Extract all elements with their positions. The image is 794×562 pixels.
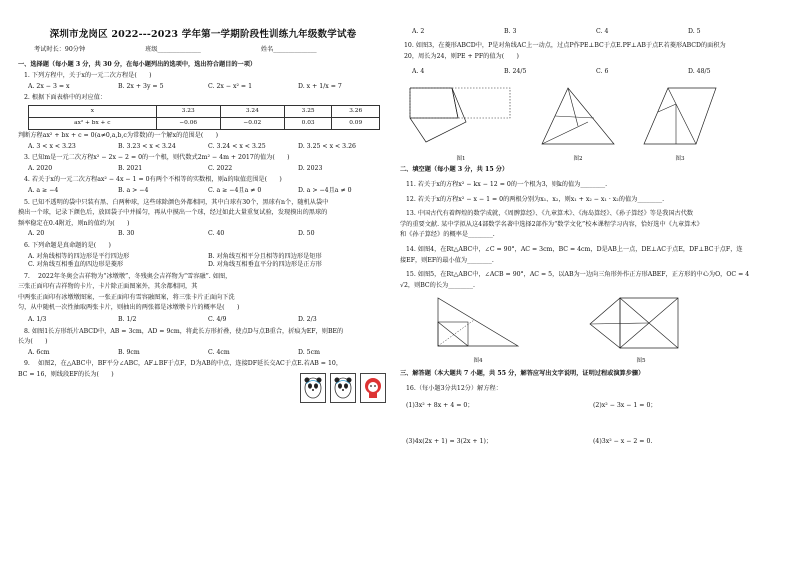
q14-line: 接EF，则EF的最小值为________. <box>400 256 494 264</box>
q9-line: BC = 16，则线段EF的长为( ) <box>18 371 114 379</box>
q7-line: 三张正面印有吉祥物的卡片，卡片除正面图案外，其余都相同，其 <box>18 283 198 291</box>
q10-line: 20，周长为24，则PE + PF的值为( ) <box>404 53 519 61</box>
q4-options <box>18 187 388 196</box>
q13-line: 学的重要文献. 某中学拟从这4部数学名著中选择2部作为“数学文化”校本课程学习内容，恰好选中《九章算术》 <box>400 220 703 228</box>
q2-tail: 判断方程ax² + bx + c = 0(a≠0,a,b,c为常数)的一个解x的范围是( ) <box>18 131 219 139</box>
q8-option-a[interactable]: A. 6cm <box>28 348 50 356</box>
figure-caption: 图1 <box>456 156 466 163</box>
bing-dwen-dwen-card <box>330 373 356 403</box>
q8-line: 8. 如图1长方形纸片ABCD中，AB = 3cm，AD = 9cm，将此长方形折叠，使点D与点B重合，折痕为EF，则BE的 <box>24 327 344 335</box>
q15-line: √2，则BC的长为________. <box>400 281 475 289</box>
triangle-bisector-diagram <box>538 82 618 154</box>
table-row <box>29 117 380 129</box>
figures-row <box>406 82 780 162</box>
shuey-rhon-rhon-card <box>360 373 386 403</box>
figure-caption: 图5 <box>636 358 646 365</box>
q5-line: 5. 已知不透明的袋中只装有黑、白两种球，这些球除颜色外都相同，其中白球有30个，黑球有n个，随机从袋中 <box>24 198 329 206</box>
class-label: 班级______________ <box>145 46 201 53</box>
section1-heading: 一、选择题（每小题 3 分，共 30 分，在每小题列出的选项中，选出符合题目的一项） <box>18 60 257 68</box>
q6-option-d[interactable]: D. 对角线互相垂直平分的四边形是正方形 <box>208 261 322 269</box>
q2-option-a[interactable]: A. 3 < x < 3.23 <box>28 142 76 150</box>
q7-line: 中两张正面印有冰墩墩图案，一张正面印有雪容融图案，将三张卡片正面向下洗 <box>18 293 235 301</box>
panda-icon <box>303 376 323 400</box>
square-on-triangle-diagram <box>586 294 696 356</box>
q6-stem: 6. 下列命题是真命题的是( ) <box>24 241 111 249</box>
panda-icon <box>333 376 353 400</box>
q7-option-a[interactable]: A. 1/3 <box>28 316 47 324</box>
q16-equation: (1)3x² + 8x + 4 = 0； <box>406 401 474 409</box>
q7-option-d[interactable]: D. 2/3 <box>298 316 317 324</box>
right-column <box>400 0 780 562</box>
q4-option-d[interactable]: D. a > −4且a ≠ 0 <box>298 186 352 194</box>
mascot-cards <box>300 373 386 403</box>
q9-option-d[interactable]: D. 5 <box>688 28 701 35</box>
q5-option-d[interactable]: D. 50 <box>298 230 315 238</box>
q7-line: 7. 2022年冬奥会吉祥物为“冰墩墩”，冬残奥会吉祥物为“雪容融”. 如图， <box>24 272 232 280</box>
q10-option-b[interactable]: B. 24/5 <box>504 67 527 75</box>
table-cell: 3.23 <box>156 105 220 117</box>
name-label: 姓名______________ <box>260 46 317 53</box>
q2-stem: 2. 根据下面表格中的对应值： <box>24 94 107 102</box>
table-cell: 3.24 <box>220 105 284 117</box>
figure-1 <box>406 82 516 162</box>
q16-stem: 16.（每小题3分共12分）解方程： <box>406 384 502 392</box>
q5-option-c[interactable]: C. 40 <box>208 230 225 238</box>
figure-caption: 图4 <box>473 358 483 365</box>
q10-option-c[interactable]: C. 6 <box>596 67 609 75</box>
q2-options <box>18 143 388 152</box>
q8-line: 长为( ) <box>18 338 48 346</box>
q6-option-c[interactable]: C. 对角线互相垂直的四边形是菱形 <box>28 261 124 269</box>
q3-option-b[interactable]: B. 2021 <box>118 164 143 172</box>
q2-table <box>28 105 380 130</box>
table-cell: −0.06 <box>156 117 220 129</box>
q15-line: 15. 如图5，在Rt△ABC中，∠ACB = 90°，AC = 5，以AB为一边向三角形外作正方形ABEF，正方形的中心为O，OC = 4 <box>406 271 750 279</box>
q7-options <box>18 316 388 325</box>
exam-title: 深圳市龙岗区 2022---2023 学年第一学期阶段性训练九年级数学试卷 <box>49 29 357 40</box>
left-column <box>18 0 388 562</box>
figures-row-2 <box>430 294 780 364</box>
q9-options <box>400 28 780 37</box>
q11: 11. 若关于x的方程x² − kx − 12 = 0的一个根为3，则k的值为________. <box>406 180 608 188</box>
q8-option-d[interactable]: D. 5cm <box>298 348 320 356</box>
q3-option-c[interactable]: C. 2022 <box>208 164 233 172</box>
q14-line: 14. 如图4，在Rt△ABC中，∠C = 90°，AC = 3cm，BC = 4cm，D是AB上一点，DE⊥AC于点E，DF⊥BC于点F，连 <box>406 245 743 253</box>
q2-option-d[interactable]: D. 3.25 < x < 3.26 <box>298 142 356 150</box>
rhombus-diagram <box>640 82 720 154</box>
figure-3 <box>640 82 720 162</box>
table-row <box>29 105 380 117</box>
figure-5 <box>586 294 696 364</box>
q1-option-d[interactable]: D. x + 1/x = 7 <box>298 82 342 90</box>
q10-options <box>400 68 780 77</box>
q6-options <box>18 253 388 270</box>
q1-options <box>18 83 388 92</box>
q13-line: 和《孙子算经》的概率是________. <box>400 231 495 239</box>
q3-stem: 3. 已知m是一元二次方程x² − 2x − 2 = 0的一个根，则代数式2m² − 4m + 2017的值为( ) <box>24 154 290 162</box>
q12: 12. 若关于x的方程x² − x − 1 = 0的两根分别为x₁、x₂，则x₁ + x₂ − x₁ · x₂的值为________. <box>406 195 665 203</box>
q3-options <box>18 165 388 174</box>
section2-heading: 二、填空题（每小题 3 分，共 15 分） <box>400 166 509 174</box>
right-triangle-diagram <box>430 294 526 356</box>
table-cell: −0.02 <box>220 117 284 129</box>
q5-line: 频率稳定在0.4附近，则n的值约为( ) <box>18 219 130 227</box>
q4-option-c[interactable]: C. a ≥ −4且a ≠ 0 <box>208 186 262 194</box>
section3-heading: 三、解答题（本大题共 7 小题，共 55 分，解答应写出文字说明，证明过程或演算步骤） <box>400 370 645 378</box>
q10-line: 10. 如图3，在菱形ABCD中，P是对角线AC上一动点，过点P作PE⊥BC于点E.PF⊥AB于点F.若菱形ABCD的面积为 <box>404 41 726 49</box>
figure-caption: 图2 <box>573 156 583 163</box>
table-cell: 3.25 <box>284 105 332 117</box>
q7-option-b[interactable]: B. 1/2 <box>118 316 137 324</box>
exam-header <box>18 46 388 55</box>
q16-equation: (2)x² − 3x − 1 = 0； <box>593 401 657 409</box>
q9-option-b[interactable]: B. 3 <box>504 28 517 35</box>
q2-option-c[interactable]: C. 3.24 < x < 3.25 <box>208 142 266 150</box>
bing-dwen-dwen-card <box>300 373 326 403</box>
q1-stem: 1. 下列方程中，关于x的一元二次方程是( ) <box>24 72 152 80</box>
q8-options <box>18 349 388 358</box>
figure-2 <box>538 82 618 162</box>
q5-options <box>18 230 388 239</box>
q4-stem: 4. 若关于x的一元二次方程ax² − 4x − 1 = 0有两个不相等的实数根，则a的取值范围是( ) <box>24 176 282 184</box>
q5-option-a[interactable]: A. 20 <box>28 230 45 238</box>
q1-option-b[interactable]: B. 2x + 3y = 5 <box>118 82 164 90</box>
q2-option-b[interactable]: B. 3.23 < x < 3.24 <box>118 142 176 150</box>
q8-option-c[interactable]: C. 4cm <box>208 348 230 356</box>
q10-option-d[interactable]: D. 48/5 <box>688 67 711 75</box>
q3-option-a[interactable]: A. 2020 <box>28 164 53 172</box>
q10-option-a[interactable]: A. 4 <box>412 67 425 75</box>
q13-line: 13. 中国古代有着辉煌的数学成就，《周髀算经》、《九章算术》、《海岛算经》、《孙子算经》等是我国古代数 <box>406 210 694 218</box>
lantern-mascot-icon <box>363 376 383 400</box>
q16-equations-row <box>400 438 780 447</box>
q1-option-c[interactable]: C. 2x − x² = 1 <box>208 82 253 90</box>
q16-equation: (3)4x(2x + 1) = 3(2x + 1)； <box>406 438 493 446</box>
q16-equation: (4)3x² − x − 2 = 0. <box>593 438 653 446</box>
q1-option-a[interactable]: A. 2x − 3 = x <box>28 82 70 90</box>
q16-equations-row <box>400 402 780 411</box>
q4-option-b[interactable]: B. a > −4 <box>118 186 149 194</box>
table-cell: 0.09 <box>332 117 380 129</box>
q5-option-b[interactable]: B. 30 <box>118 230 135 238</box>
q7-line: 匀，从中随机一次性抽取两张卡片，则抽出的两张都是冰墩墩卡片的概率是( ) <box>18 304 240 312</box>
q9-option-a[interactable]: A. 2 <box>412 28 425 35</box>
q6-option-b[interactable]: B. 对角线互相平分且相等的四边形是矩形 <box>208 252 322 260</box>
q9-option-c[interactable]: C. 4 <box>596 28 609 35</box>
q9-line: 9. 如图2，在△ABC中，BF平分∠ABC，AF⊥BF于点F，D为AB的中点，连接DF延长交AC于点E.若AB = 10， <box>24 360 343 368</box>
time-label: 考试时长：90分钟 <box>34 46 86 53</box>
figure-caption: 图3 <box>675 156 685 163</box>
q6-option-a[interactable]: A. 对角线相等的四边形是平行四边形 <box>28 252 130 260</box>
q8-option-b[interactable]: B. 9cm <box>118 348 140 356</box>
q5-line: 摸出一个球，记录下颜色后，放回袋子中并摇匀，再从中摸出一个球，经过如此大量重复试验，发现摸出的黑球的 <box>18 209 328 217</box>
q3-option-d[interactable]: D. 2023 <box>298 164 323 172</box>
q4-option-a[interactable]: A. a ≥ −4 <box>28 186 59 194</box>
q7-option-c[interactable]: C. 4/9 <box>208 316 227 324</box>
table-cell: 3.26 <box>332 105 380 117</box>
folded-rectangle-diagram <box>406 82 516 154</box>
figure-4 <box>430 294 526 364</box>
table-cell: 0.03 <box>284 117 332 129</box>
table-cell: ax² + bx + c <box>29 117 157 129</box>
table-cell: x <box>29 105 157 117</box>
